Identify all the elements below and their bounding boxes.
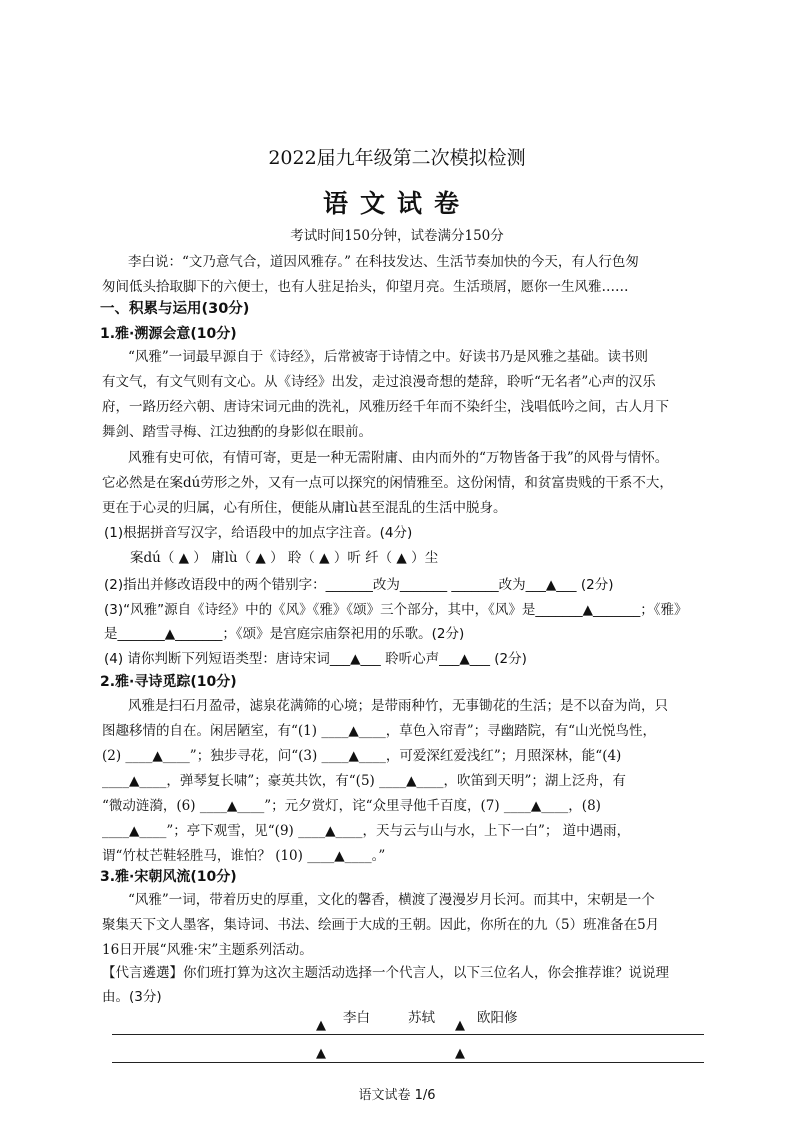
candidate-name: 苏轼	[408, 1010, 435, 1026]
q1-sub3-prompt-cont: 是_______▲_______；《颂》是宫庭宗庙祭祀用的乐歌。(2分)	[104, 626, 465, 642]
q2-line: 风雅是扫石月盈帚，滤泉花满筛的心境；是带雨种竹，无事锄花的生活；是不以奋为尚，只	[128, 698, 668, 714]
section-heading: 一、积累与运用(30分)	[100, 301, 250, 317]
q3-line: 16日开展“风雅·宋”主题系列活动。	[102, 942, 313, 958]
q1-para2-line: 更在于心灵的归属，心有所住，便能从庸lù甚至混乱的生活中脱身。	[102, 500, 507, 516]
exam-info: 考试时间150分钟，试卷满分150分	[290, 228, 504, 244]
exam-title: 2022届九年级第二次模拟检测	[268, 147, 526, 169]
q3-line: “风雅”一词，带着历史的厚重，文化的馨香，横渡了漫漫岁月长河。而其中，宋朝是一个	[128, 892, 655, 908]
exam-subject-title: 语文试卷	[322, 189, 471, 218]
q2-line: ____▲____，弹琴复长啸”；豪英共饮，有“(5) ____▲____，吹笛到天明”；湖上泛舟，有	[102, 773, 626, 789]
q2-line: ____▲____”；亭下观雪，见“(9) ____▲____，天与云与山与水，上下一白”； 道中遇雨，	[102, 823, 631, 839]
q2-line: (2) ____▲____”；独步寻花，问“(3) ____▲____，可爱深红爱浅红”；月照深林，能“(4)	[102, 748, 622, 764]
candidate-name: 欧阳修	[477, 1010, 518, 1026]
question-2-heading: 2.雅·寻诗觅踪(10分)	[100, 674, 237, 690]
q1-para1-line: 府，一路历经六朝、唐诗宋词元曲的洗礼，风雅历经千年而不染纤尘，浅唱低吟之间，古人月下	[102, 399, 669, 415]
q1-sub1-prompt: (1)根据拼音写汉字，给语段中的加点字注音。(4分)	[104, 525, 413, 541]
intro-line-1: 李白说：“文乃意气合，道因风雅存。” 在科技发达、生活节奏加快的今天，有人行色匆	[128, 254, 639, 270]
intro-line-2: 匆间低头拾取脚下的六便士，也有人驻足抬头，仰望月亮。生活琐屑，愿你一生风雅……	[102, 279, 629, 295]
q1-sub4-prompt: (4) 请你判断下列短语类型：唐诗宋词___▲___ 聆听心声___▲___ (2分)	[104, 651, 527, 667]
q1-sub1-items: 案dú（ ▲ ） 庸lù（ ▲ ） 聆（ ▲ ）听 纤（ ▲ ）尘	[130, 550, 439, 566]
q3-task-prompt-cont: 由。(3分)	[102, 989, 162, 1005]
q3-line: 聚集天下文人墨客，集诗词、书法、绘画于大成的王朝。因此，你所在的九（5）班准备在5月	[102, 917, 660, 933]
q1-sub3-prompt: (3)“风雅”源自《诗经》中的《风》《雅》《颂》三个部分，其中，《风》是_______▲_______；《雅》	[104, 602, 688, 618]
answer-mark: ▲	[455, 1046, 465, 1061]
q2-line: 谓“竹杖芒鞋轻胜马，谁怕？ (10) ____▲____。”	[102, 848, 386, 864]
q1-sub2-prompt: (2)指出并修改语段中的两个错别字：_______改为_______ _______改为___▲___ (2分)	[104, 577, 614, 593]
question-3-heading: 3.雅·宋朝风流(10分)	[100, 869, 237, 885]
q1-para1-line: 舞剑、踏雪寻梅、江边独酌的身影似在眼前。	[102, 424, 372, 440]
q1-para1-line: 有文气，有文气则有文心。从《诗经》出发，走过浪漫奇想的楚辞，聆听“无名者”心声的汉乐	[102, 374, 656, 390]
q2-line: 图趣移情的自在。闲居陋室，有“(1) ____▲____，草色入帘青”；寻幽踏院，有“山光悦鸟性，	[102, 723, 656, 739]
question-1-heading: 1.雅·溯源会意(10分)	[100, 326, 237, 342]
q3-task-prompt: 【代言遴選】你们班打算为这次主题活动选择一个代言人，以下三位名人，你会推荐谁？说说理	[102, 965, 669, 981]
candidate-name: 李白	[343, 1010, 370, 1026]
answer-mark: ▲	[316, 1018, 326, 1033]
q2-line: “微动涟漪，(6) ____▲____”；元夕赏灯，诧“众里寻他千百度，(7) ____▲____，(8)	[102, 798, 601, 814]
page-footer: 语文试卷 1/6	[358, 1088, 436, 1103]
answer-line	[112, 1034, 704, 1035]
q1-para1-line: “风雅”一词最早源自于《诗经》，后常被寄于诗情之中。好读书乃是风雅之基础。读书则	[128, 349, 649, 365]
answer-line	[112, 1062, 704, 1063]
answer-mark: ▲	[316, 1046, 326, 1061]
q1-para2-line: 风雅有史可依，有情可寄，更是一种无需附庸、由内而外的“万物皆备于我”的风骨与情怀。	[128, 450, 669, 466]
q1-para2-line: 它必然是在案dú劳形之外，又有一点可以探究的闲情雅至。这份闲情，和贫富贵贱的干系不大，	[102, 475, 673, 491]
answer-mark: ▲	[455, 1018, 465, 1033]
